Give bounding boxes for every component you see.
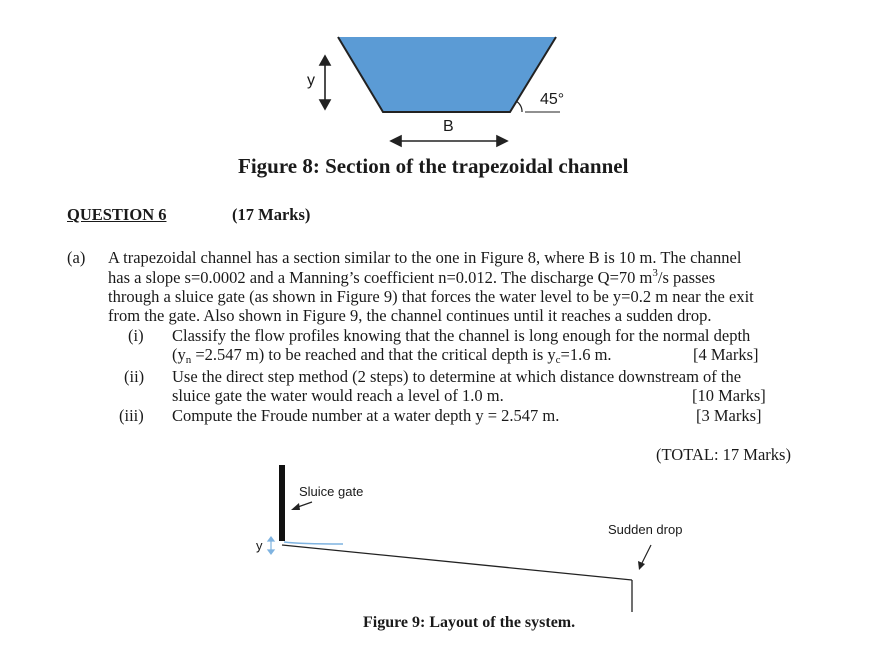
drop-pointer-arrow-icon	[638, 545, 651, 570]
sluice-gate-label: Sluice gate	[299, 484, 364, 499]
sluice-pointer-arrow-icon	[291, 502, 312, 510]
sub-ii-marks: [10 Marks]	[692, 386, 766, 405]
fig9-y-label: y	[256, 538, 263, 553]
part-a-line-3: through a sluice gate (as shown in Figure 9) that forces the water level to be y=0.2 m near the exit	[108, 287, 754, 306]
y-dimension-arrow-icon	[320, 56, 330, 109]
sub-i-line-1: Classify the flow profiles knowing that the channel is long enough for the normal depth	[172, 326, 751, 345]
b-dimension-arrow-icon	[391, 136, 507, 146]
small-y-arrow-icon	[268, 537, 274, 554]
sluice-gate	[279, 465, 285, 541]
sub-ii-line-2: sluice gate the water would reach a level of 1.0 m.	[172, 386, 504, 405]
figure-9-caption: Figure 9: Layout of the system.	[363, 614, 576, 631]
sub-ii-line-1: Use the direct step method (2 steps) to determine at which distance downstream of the	[172, 367, 742, 386]
sub-ii-label: (ii)	[124, 367, 145, 386]
sub-iii-line-1: Compute the Froude number at a water depth y = 2.547 m.	[172, 406, 560, 425]
part-a-line-4: from the gate. Also shown in Figure 9, the channel continues until it reaches a sudden drop.	[108, 306, 712, 325]
part-a-line-2: has a slope s=0.0002 and a Manning’s coefficient n=0.012. The discharge Q=70 $m^3/s$ passes	[108, 267, 716, 287]
sudden-drop-label: Sudden drop	[608, 522, 683, 537]
channel-bed-line	[282, 545, 632, 580]
water-surface-line	[284, 542, 343, 544]
part-a-line-1: A trapezoidal channel has a section similar to the one in Figure 8, where B is 10 m. The channel	[108, 248, 742, 267]
sub-i-marks: [4 Marks]	[693, 345, 759, 364]
figure-8-caption: Figure 8: Section of the trapezoidal channel	[238, 154, 629, 178]
sub-iii-label: (iii)	[119, 406, 144, 425]
fig8-y-label: y	[307, 72, 315, 89]
fig8-angle-label: 45°	[540, 91, 565, 108]
fig8-b-label: B	[443, 118, 454, 135]
total-marks: (TOTAL: 17 Marks)	[656, 445, 791, 464]
question-marks: (17 Marks)	[232, 205, 311, 224]
sub-i-line-2: ($y_n =2.547$ m) to be reached and that the critical depth is $y_c=1.6$ m.	[172, 345, 612, 366]
question-title: QUESTION 6	[67, 205, 167, 224]
sub-iii-marks: [3 Marks]	[696, 406, 762, 425]
sub-i-label: (i)	[128, 326, 144, 345]
channel-water-section	[338, 37, 556, 112]
part-a-label: (a)	[67, 248, 86, 267]
